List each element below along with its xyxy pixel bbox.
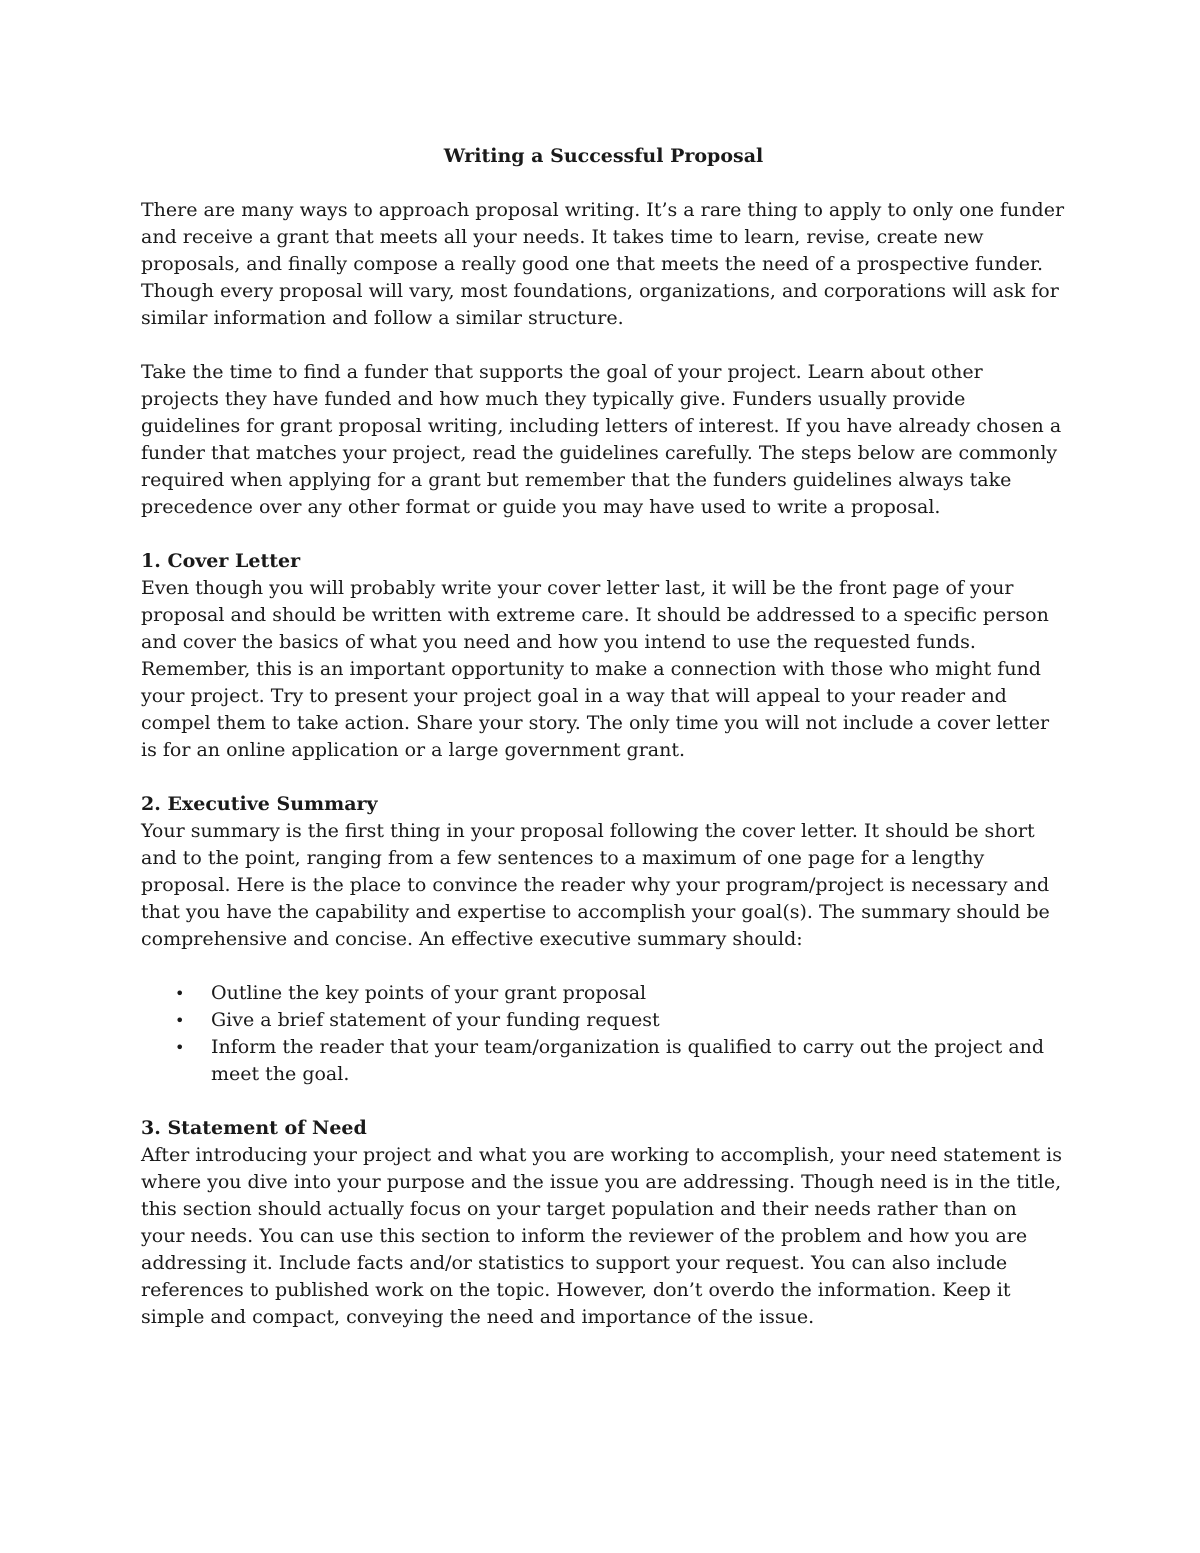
intro-paragraph-2: Take the time to find a funder that supports the goal of your project. Learn about other projects they have funded and how much they typically give. Funders usually provide guidelines for grant proposal writing, including letters of interest. If you have already chosen a funder that matches your project, read the guidelines carefully. The steps below are commonly required when applying for a grant but remember that the funders guidelines always take precedence over any other format or guide you may have used to write a proposal. — [141, 361, 1062, 518]
intro-paragraph-1: There are many ways to approach proposal writing. It’s a rare thing to apply to only one funder and receive a grant that meets all your needs. It takes time to learn, revise, create new proposals, and finally compose a really good one that meets the need of a prospective funder. Though every proposal will vary, most foundations, organizations, and corporations will ask for similar information and follow a similar structure. — [141, 199, 1065, 329]
section-cover-letter — [141, 548, 1066, 764]
bullet-icon: • — [175, 1038, 185, 1057]
list-item — [175, 1007, 1066, 1034]
executive-summary-bullet-list — [141, 980, 1066, 1088]
section-heading-statement-of-need: 3. Statement of Need — [141, 1117, 367, 1139]
bullet-icon: • — [175, 1011, 185, 1030]
section-body-executive-summary: Your summary is the first thing in your proposal following the cover letter. It should be short and to the point, ranging from a few sentences to a maximum of one page for a lengthy proposal. Here is the place to convince the reader why your program/project is necessary and that you have the capability and expertise to accomplish your goal(s). The summary should be comprehensive and concise. An effective executive summary should: — [141, 820, 1050, 950]
section-heading-cover-letter: 1. Cover Letter — [141, 550, 301, 572]
section-executive-summary — [141, 791, 1066, 953]
section-body-statement-of-need: After introducing your project and what you are working to accomplish, your need statement is where you dive into your purpose and the issue you are addressing. Though need is in the title, this section should actually focus on your target population and their needs rather than on your needs. You can use this section to inform the reviewer of the problem and how you are addressing it. Include facts and/or statistics to support your request. You can also include references to published work on the topic. However, don’t overdo the information. Keep it simple and compact, conveying the need and importance of the issue. — [141, 1144, 1062, 1328]
list-item-text: Give a brief statement of your funding request — [211, 1009, 660, 1031]
list-item — [175, 1034, 1066, 1088]
section-body-cover-letter: Even though you will probably write your cover letter last, it will be the front page of your proposal and should be written with extreme care. It should be addressed to a specific person and cover the basics of what you need and how you intend to use the requested funds. Remember, this is an important opportunity to make a connection with those who might fund your project. Try to present your project goal in a way that will appeal to your reader and compel them to take action. Share your story. The only time you will not include a cover letter is for an online application or a large government grant. — [141, 577, 1050, 761]
section-heading-executive-summary: 2. Executive Summary — [141, 793, 378, 815]
bullet-icon: • — [175, 984, 185, 1003]
document-page — [141, 140, 1066, 1358]
list-item-text: Inform the reader that your team/organization is qualified to carry out the project and meet the goal. — [211, 1036, 1045, 1085]
document-title: Writing a Successful Proposal — [443, 145, 764, 167]
section-statement-of-need — [141, 1115, 1066, 1331]
list-item — [175, 980, 1066, 1007]
list-item-text: Outline the key points of your grant proposal — [211, 982, 647, 1004]
